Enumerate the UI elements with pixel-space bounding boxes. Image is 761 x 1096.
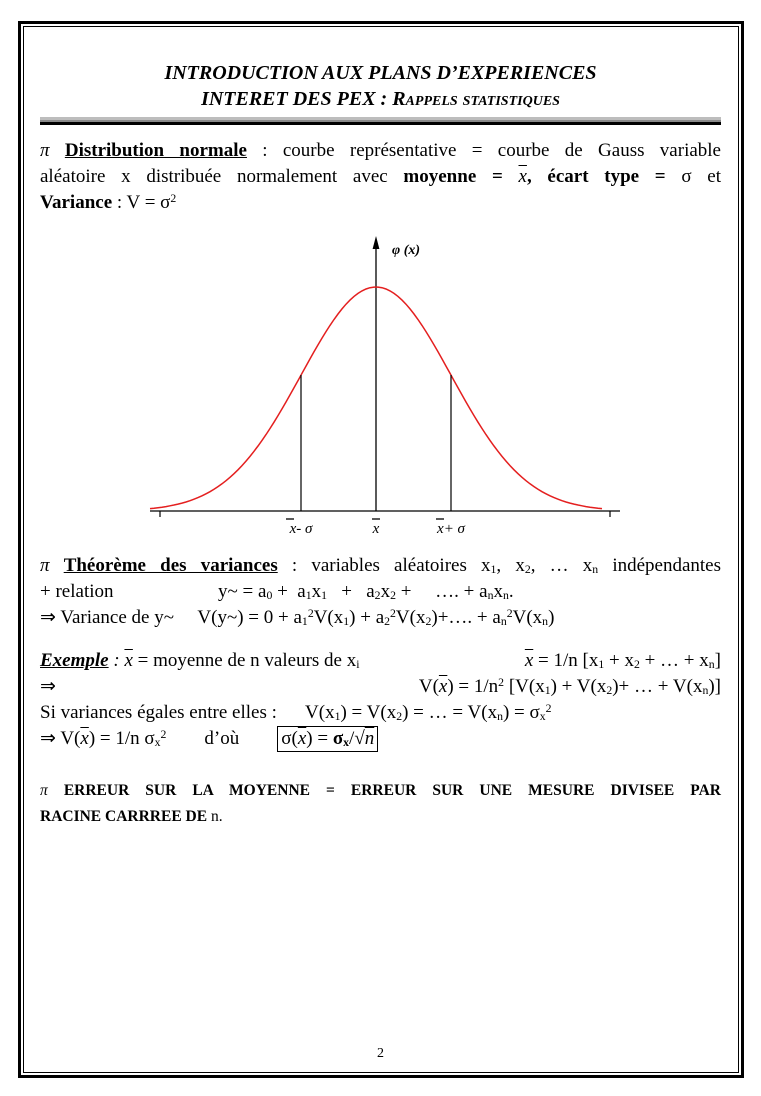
page-content xyxy=(40,48,721,830)
y-axis-arrow-icon xyxy=(373,236,380,249)
title-divider-rule xyxy=(40,117,721,125)
theoreme-line1: π Théorème des variances : variables aléatoires x1, x2, … xn indépendantes xyxy=(40,555,721,576)
paragraph-erreur-moyenne xyxy=(40,778,721,830)
gauss-figure-wrapper xyxy=(146,234,721,541)
exemple-line3: Si variances égales entre elles : V(x1) = V(x2) = … = $V(xn) = \sigma x^2$ xyxy=(40,702,552,723)
para1-line3: Variance : $V = \sigma^2$ xyxy=(40,192,177,213)
exemple-line2-right: $V(\overline{x}) = 1/n^2$ [V(x1) + V(x2)+ … + V(xn)] xyxy=(418,676,721,697)
page-number: 2 xyxy=(377,1046,384,1061)
figure-ylabel: φ (x) xyxy=(392,243,421,258)
exemple-line2 xyxy=(40,674,721,700)
title-line-2: INTERET DES PEX : Rappels statistiques xyxy=(201,88,560,110)
theoreme-line2: + relation y~ = a0 + a1x1 + a2x2 + …. + anxn. xyxy=(40,581,514,602)
para1-line2: aléatoire x distribuée normalement avec moyenne = $\overline{x}$, écart type = σ et xyxy=(40,166,722,187)
paragraph-theoreme-variances xyxy=(40,553,721,631)
figure-xlabel-right: x+ σ xyxy=(437,521,465,536)
title-line-1: INTRODUCTION AUX PLANS D’EXPERIENCES xyxy=(164,62,597,84)
exemple-line1-left: Exemple : $\overline{x}$ = moyenne de n valeurs de xi xyxy=(40,650,360,671)
paragraph-exemple xyxy=(40,648,721,752)
exemple-line4: ⇒ $V(\overline{x}) = 1/n$ $\sigma x^2$ d’où $\sigma(\overline{x}) = \sigma x/√n$ xyxy=(40,726,721,752)
exemple-line2-left: ⇒ xyxy=(40,676,56,697)
paragraph-distribution-normale xyxy=(40,138,721,216)
erreur-line1: π ERREUR SUR LA MOYENNE = ERREUR SUR UNE MESURE DIVISEE PAR xyxy=(40,782,722,799)
figure-xlabel-center: x xyxy=(372,521,380,536)
gauss-figure xyxy=(146,234,626,536)
document-title xyxy=(40,60,721,112)
para1-line1: π Distribution normale : courbe représentative = courbe de Gauss variable xyxy=(40,140,721,161)
erreur-line2: RACINE CARRREE DE n. xyxy=(40,808,223,825)
exemple-line1-right: $\overline{x} = 1/n$ [x1 + x2 + … + xn] xyxy=(524,650,721,671)
theoreme-line3: ⇒ Variance de y~ V(y~) = $0 + a1^2V(x1)$ + $a2^2V(x2)+\dots$. + $an^2V(xn)$ xyxy=(40,607,555,628)
figure-xlabel-left: x- σ xyxy=(289,521,313,536)
exemple-line1 xyxy=(40,648,721,674)
